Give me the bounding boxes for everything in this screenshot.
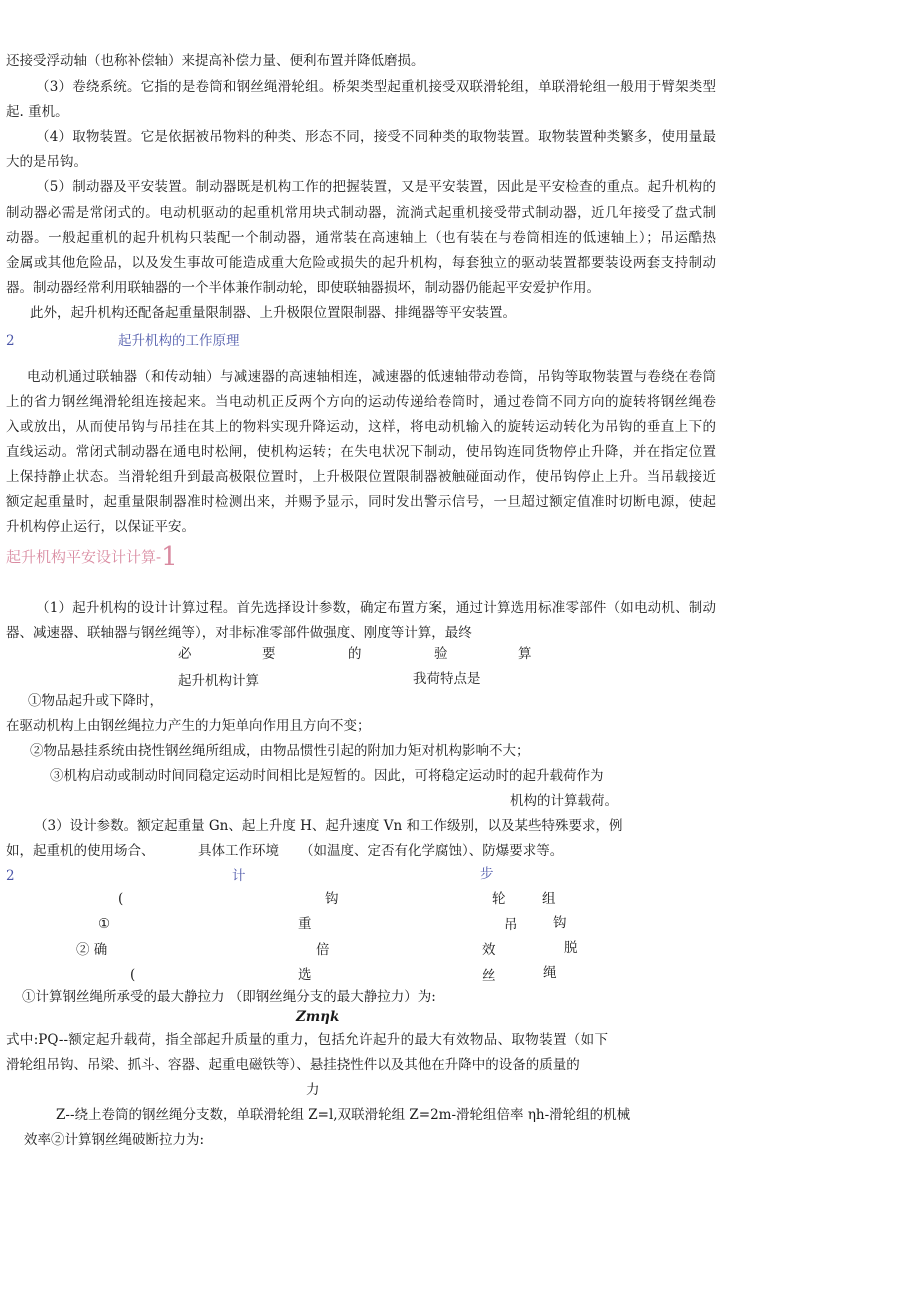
text-line: 入或放出，从而使吊钩与吊挂在其上的物料实现升降运动，这样，将电动机输入的旋转运动转化为吊钩的垂直上下的 (6, 419, 716, 435)
fragment-char: 轮 (492, 891, 506, 907)
heading-title: 起升机构平安设计计算- (6, 548, 162, 566)
text-line: （4）取物装置。它是依据被吊物料的种类、形态不同，接受不同种类的取物装置。取物装置种类繁多，使用量最 (36, 129, 716, 145)
text-fragment: 如，起重机的使用场合、 (6, 843, 155, 859)
text-line: 起. 重机。 (6, 104, 69, 120)
text-line: 额定起重量时，起重量限制器准时检测出来，并赐予显示，同时发出警示信号，一旦超过额定值准时切断电源，使起 (6, 494, 716, 510)
fragment-char: 重 (298, 916, 312, 932)
text-line: 金属或其他危险品，以及发生事故可能造成重大危险或损失的起升机构，每套独立的驱动装置都要装设两套支持制动 (6, 255, 716, 271)
text-line: 电动机通过联轴器（和传动轴）与减速器的高速轴相连，减速器的低速轴带动卷筒，吊钩等取物装置与卷绕在卷筒 (27, 369, 716, 385)
text-line: 直线运动。常闭式制动器在通电时松闸，使机构运转；在失电状况下制动，使吊钩连同货物停止升降，并在指定位置 (6, 444, 716, 460)
text-line: （1）起升机构的设计计算过程。首先选择设计参数，确定布置方案，通过计算选用标准零部件（如电动机、制动 (36, 600, 716, 616)
text-line: 上的省力钢丝绳滑轮组连接起来。当电动机正反两个方向的运动传递给卷筒时，通过卷筒不同方向的旋转将钢丝绳卷 (6, 394, 716, 410)
fragment-char: 钩 (553, 915, 567, 931)
heading-number: 1 (161, 542, 178, 572)
text-line: 升机构停止运行，以保证平安。 (6, 519, 195, 535)
fragment-char: 丝 (482, 968, 496, 984)
fragment-char: 绳 (543, 965, 557, 981)
text-fragment: 具体工作环境 (198, 843, 279, 859)
text-line: Z--绕上卷筒的钢丝绳分支数，单联滑轮组 Z=l,双联滑轮组 Z=2m-滑轮组倍率 ηh-滑轮组的机械 (56, 1107, 631, 1123)
scattered-char: 验 (434, 646, 448, 662)
fragment-char: 步 (480, 866, 494, 882)
fragment-char: 选 (298, 967, 312, 983)
text-line: ②物品悬挂系统由挠性钢丝绳所组成，由物品惯性引起的附加力矩对机构影响不大； (30, 743, 530, 759)
formula: Zmηk (296, 1009, 340, 1025)
text-fragment: （如温度、定否有化学腐蚀）、防爆要求等。 (300, 843, 564, 859)
text-line: 力 (306, 1082, 320, 1098)
text-line: 滑轮组吊钩、吊梁、抓斗、容器、起重电磁铁等）、悬挂挠性件以及其他在升降中的设备的质量的 (6, 1057, 580, 1073)
section-heading (6, 542, 178, 572)
text-line: （3）设计参数。额定起重量 Gn、起上升度 H、起升速度 Vn 和工作级别，以及某些特殊要求，例 (34, 818, 623, 834)
fragment-char: 脱 (564, 940, 578, 956)
fragment-char: ( (118, 891, 124, 907)
section-number: 2 (6, 333, 15, 349)
fragment-char: ② 确 (76, 942, 108, 958)
text-line: ①计算钢丝绳所承受的最大静拉力 （即钢丝绳分支的最大静拉力）为: (22, 989, 436, 1005)
text-line: （5）制动器及平安装置。制动器既是机构工作的把握装置，又是平安装置，因此是平安检查的重点。起升机构的 (36, 179, 716, 195)
text-line: 上保持静止状态。当滑轮组升到最高极限位置时，上升极限位置限制器被触碰面动作，使吊钩停止上升。当吊载接近 (6, 469, 716, 485)
section-heading: 起升机构的工作原理 (118, 333, 240, 349)
fragment-char: 计 (232, 868, 246, 884)
text-line: 还接受浮动轴（也称补偿轴）来提高补偿力量、便利布置并降低磨损。 (6, 53, 425, 69)
text-line: 器。制动器经常利用联轴器的一个半体兼作制动轮，即使联轴器损坏，制动器仍能起平安爱护作用。 (6, 280, 600, 296)
scattered-char: 算 (518, 646, 532, 662)
scattered-char: 的 (348, 646, 362, 662)
fragment-char: 钩 (325, 891, 339, 907)
text-line: 式中:PQ--额定起升载荷，指全部起升质量的重力，包括允许起升的最大有效物品、取物装置（如下 (6, 1032, 608, 1048)
text-fragment: 我荷特点是 (413, 671, 481, 687)
text-line: 此外，起升机构还配备起重量限制器、上升极限位置限制器、排绳器等平安装置。 (30, 305, 516, 321)
text-line: 动器。一般起重机的起升机构只装配一个制动器，通常装在高速轴上（也有装在与卷筒相连的低速轴上）；吊运酷热 (6, 230, 716, 246)
fragment-char: 倍 (316, 942, 330, 958)
text-line: 制动器必需是常闭式的。电动机驱动的起重机常用块式制动器，流淌式起重机接受带式制动器，近几年接受了盘式制 (6, 205, 716, 221)
text-line: ①物品起升或下降时， (28, 693, 163, 709)
text-line: （3）卷绕系统。它指的是卷筒和钢丝绳滑轮组。桥架类型起重机接受双联滑轮组，单联滑轮组一般用于臂架类型 (36, 79, 716, 95)
text-line: 机构的计算载荷。 (510, 793, 618, 809)
fragment-char: ( (130, 967, 136, 983)
text-line: 在驱动机构上由钢丝绳拉力产生的力矩单向作用且方向不变； (6, 718, 371, 734)
scattered-char: 要 (262, 646, 276, 662)
text-line: 器、减速器、联轴器与钢丝绳等），对非标准零部件做强度、刚度等计算，最终 (6, 625, 472, 641)
fragment-char: 组 (542, 891, 556, 907)
text-line: ③机构启动或制动时间同稳定运动时间相比是短暂的。因此，可将稳定运动时的起升载荷作为 (50, 768, 604, 784)
fragment-char: 吊 (504, 917, 518, 933)
text-line: 大的是吊钩。 (6, 154, 87, 170)
text-line: 效率②计算钢丝绳破断拉力为: (24, 1132, 205, 1148)
text-fragment: 起升机构计算 (178, 673, 259, 689)
section-number: 2 (6, 868, 15, 884)
scattered-char: 必 (178, 646, 192, 662)
fragment-char: ① (98, 916, 111, 932)
fragment-char: 效 (482, 942, 496, 958)
